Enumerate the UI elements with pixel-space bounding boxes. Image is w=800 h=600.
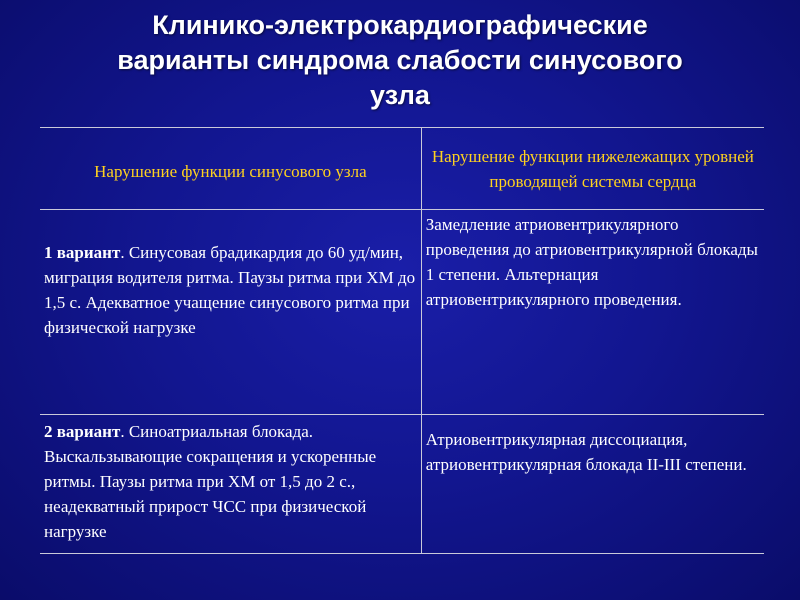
variants-table (40, 127, 764, 554)
variant-2-label: 2 вариант (44, 422, 121, 441)
variant-1-label: 1 вариант (44, 243, 121, 262)
header-conduction-system: Нарушение функции нижележащих уровней проводящей системы сердца (421, 128, 764, 210)
table-header-row (40, 128, 764, 210)
title-line-3: узла (370, 80, 430, 110)
variant-2-sinus-cell (40, 415, 421, 554)
variant-2-conduction-cell: Атриовентрикулярная диссоциация, атриовентрикулярная блокада II-III степени. (421, 415, 764, 554)
table-row (40, 415, 764, 554)
variant-1-sinus-cell (40, 210, 421, 415)
title-line-1: Клинико-электрокардиографические (152, 10, 648, 40)
title-line-2: варианты синдрома слабости синусового (117, 45, 683, 75)
variant-2-sinus-text: . Синоатриальная блокада. Выскальзывающие сокращения и ускоренные ритмы. Паузы ритма при ХМ от 1,5 до 2 с., неадекватный прирост ЧСС при физической нагрузке (44, 422, 377, 541)
variant-1-conduction-cell: Замедление атриовентрикулярного проведения до атриовентрикулярной блокады 1 степени. Альтернация атриовентрикулярного проведения. (421, 210, 764, 415)
header-sinus-node: Нарушение функции синусового узла (94, 162, 367, 181)
slide-title (40, 8, 760, 113)
variant-1-sinus-text: . Синусовая брадикардия до 60 уд/мин, миграция водителя ритма. Паузы ритма при ХМ до 1,5 с. Адекватное учащение синусового ритма при физической нагрузке (44, 243, 416, 337)
table-row (40, 210, 764, 415)
